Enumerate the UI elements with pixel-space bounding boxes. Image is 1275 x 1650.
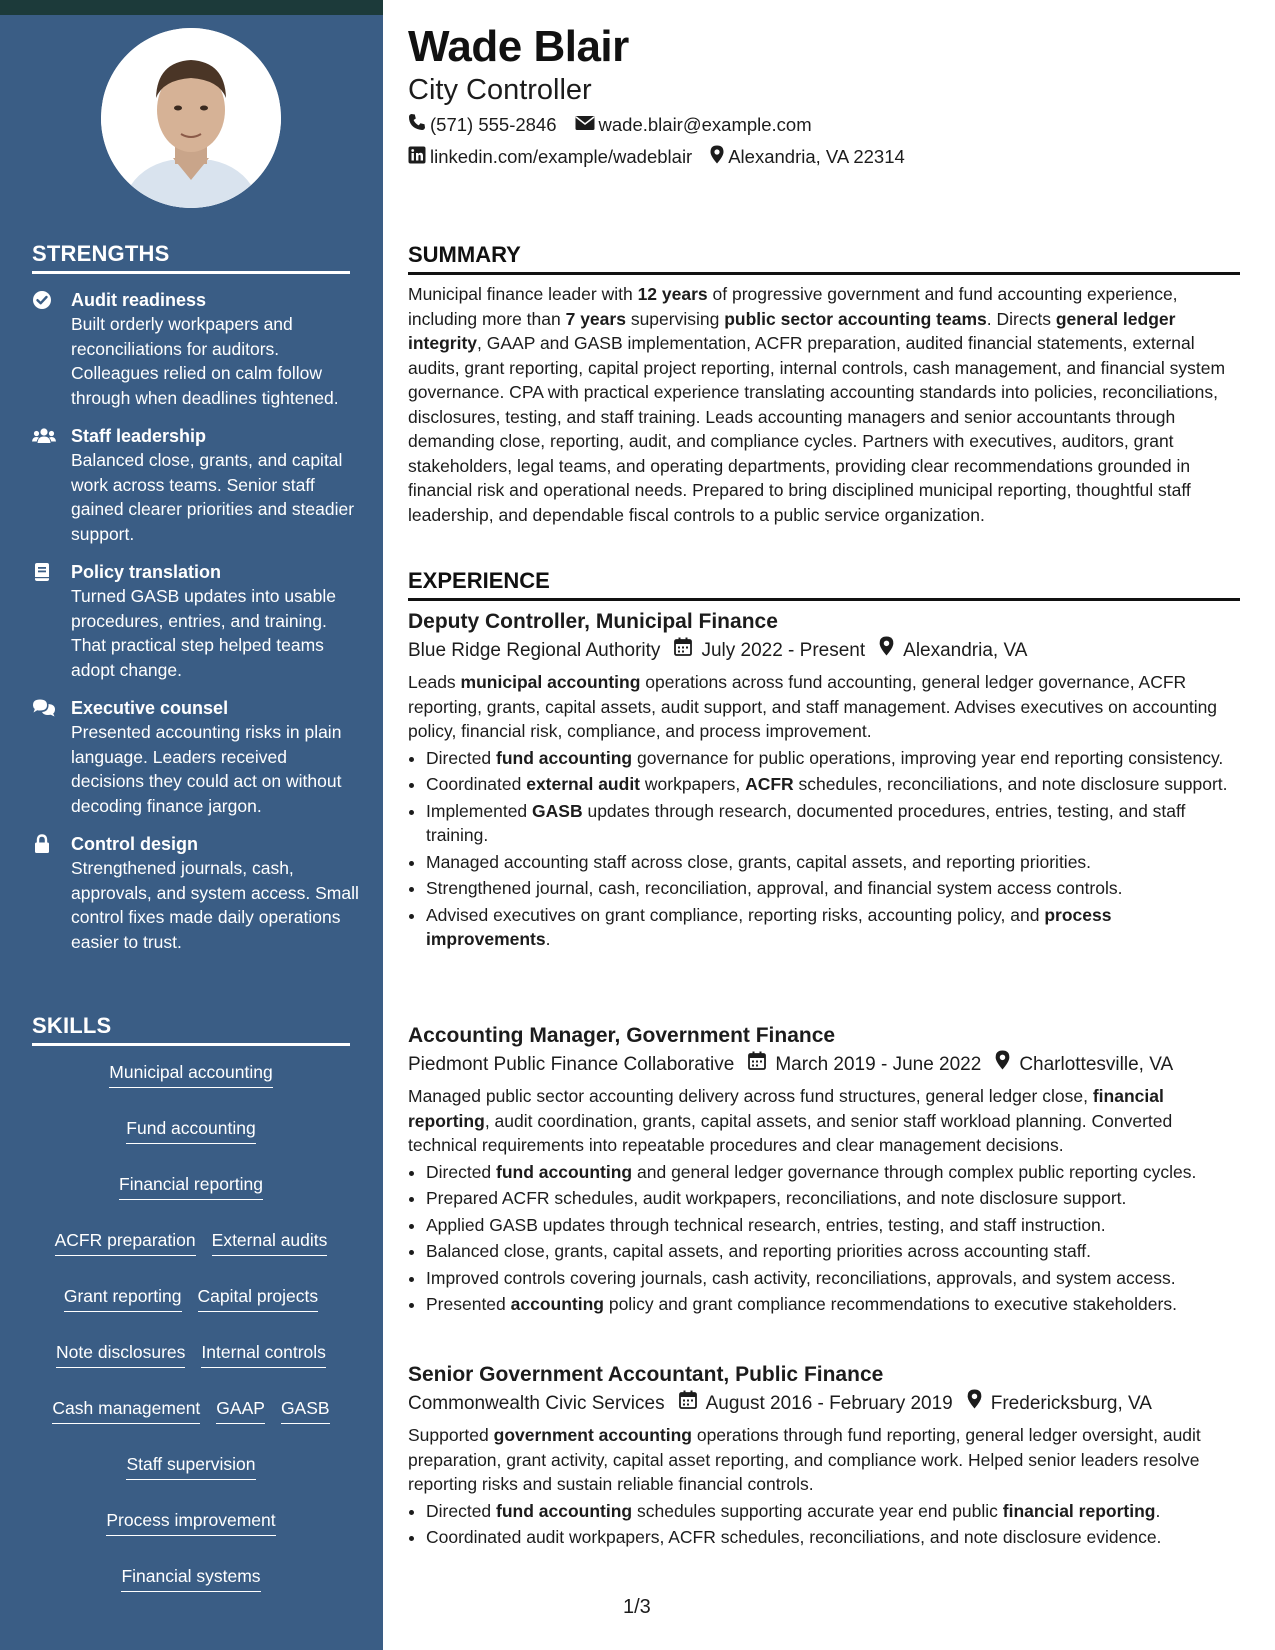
skill-tag: Municipal accounting: [109, 1060, 272, 1088]
strength-title: Executive counsel: [71, 698, 229, 718]
skill-tag: Grant reporting: [64, 1284, 182, 1312]
text-run: .: [545, 929, 551, 949]
strength-title: Audit readiness: [71, 290, 207, 310]
job-location: Alexandria, VA: [903, 640, 1028, 661]
book-icon: [32, 562, 54, 582]
strength-item: [32, 832, 362, 954]
skill-tag: Internal controls: [201, 1340, 326, 1368]
profile-photo: [101, 28, 281, 208]
text-run: updates through research, documented procedures, entries, testing, and staff training.: [426, 800, 1186, 845]
job-description: [408, 670, 1240, 744]
bold-text: fund accounting: [496, 1161, 633, 1182]
text-run: supervising: [625, 308, 725, 329]
job-location: Fredericksburg, VA: [990, 1393, 1152, 1414]
calendar-icon: [748, 1050, 775, 1080]
text-run: schedules, reconciliations, and note disclosure support.: [793, 774, 1228, 794]
strength-item: [32, 696, 362, 818]
strength-desc: Strengthened journals, cash, approvals, and system access. Small control fixes made daily operations easier to trust.: [71, 858, 359, 952]
users-icon: [32, 426, 54, 446]
text-run: Balanced close, grants, capital assets, and reporting priorities across accounting staff.: [426, 1241, 1092, 1261]
sidebar-top-bar: [0, 0, 383, 15]
strength-desc: Presented accounting risks in plain language. Leaders received decisions they could act on without decoding finance jargon.: [71, 722, 342, 816]
skill-tag: External audits: [212, 1228, 328, 1256]
location-text: Alexandria, VA 22314: [728, 146, 905, 167]
job-title: Senior Government Accountant, Public Finance: [408, 1363, 884, 1386]
company-name: Commonwealth Civic Services: [408, 1393, 665, 1414]
email-item[interactable]: [575, 114, 812, 136]
skill-tag: Financial reporting: [119, 1172, 263, 1200]
summary-heading: SUMMARY: [408, 242, 1240, 275]
strength-desc: Balanced close, grants, and capital work across teams. Senior staff gained clearer priorities and steadier support.: [71, 450, 355, 544]
comments-icon: [32, 698, 54, 718]
text-run: Presented: [426, 1294, 511, 1314]
text-run: Managed accounting staff across close, grants, capital assets, and reporting priorities.: [426, 851, 1092, 872]
skill-tag: Process improvement: [106, 1508, 275, 1536]
text-run: Coordinated: [426, 774, 527, 794]
skill-tag: GAAP: [216, 1396, 265, 1424]
skill-tag: Capital projects: [198, 1284, 319, 1312]
strengths-heading: STRENGTHS: [32, 241, 350, 274]
job-bullet: [426, 876, 1240, 901]
job-bullets: [408, 1160, 1240, 1317]
job-entry: [408, 1022, 1240, 1317]
bold-text: fund accounting: [496, 1500, 633, 1521]
job-bullet: [426, 1499, 1240, 1524]
candidate-name: Wade Blair: [408, 22, 629, 71]
job-bullet: [426, 799, 1240, 848]
bold-text: public sector accounting teams: [724, 308, 987, 329]
job-title: Accounting Manager, Government Finance: [408, 1024, 836, 1047]
text-run: operations across fund accounting, general ledger governance, ACFR reporting, grants, capital assets, audit support, and staff management. Advises executives on accounting policy, financial risk, compliance, and process improvement.: [408, 672, 1218, 741]
skill-tag: Cash management: [52, 1396, 200, 1424]
skill-tag: Staff supervision: [126, 1452, 255, 1480]
strength-desc: Turned GASB updates into usable procedures, entries, and training. That practical step helped teams adopt change.: [71, 586, 336, 680]
bold-text: 12 years: [637, 284, 708, 304]
job-dates: July 2022 - Present: [701, 640, 866, 661]
job-bullet: [426, 903, 1240, 952]
job-meta: [408, 1389, 1240, 1419]
text-run: governance for public operations, improving year end reporting consistency.: [632, 747, 1224, 768]
bold-text: financial reporting: [408, 1086, 1164, 1131]
job-description: [408, 1084, 1240, 1158]
text-run: , GAAP and GASB implementation, ACFR preparation, audited financial statements, external audits, grant reporting, capital project reporting, internal controls, cash management, and financial system governance. CPA with practical experience translating accounting standards into policies, reconciliations, disclosures, testing, and staff training. Leads accounting managers and senior accountants through demanding close, reporting, audit, and compliance cycles. Partners with executives, auditors, grant stakeholders, legal teams, and operating departments, providing clear recommendations grounded in financial risk and operational needs. Prepared to bring disciplined municipal reporting, thoughtful staff leadership, and dependable fiscal controls to a public service organization.: [408, 333, 1226, 525]
job-description: [408, 1423, 1240, 1497]
job-bullets: [408, 746, 1240, 952]
bold-text: ACFR: [745, 774, 794, 794]
phone-icon: [408, 113, 430, 136]
phone-item[interactable]: [408, 113, 557, 136]
strength-title: Policy translation: [71, 562, 222, 582]
strength-item: [32, 288, 362, 410]
bold-text: accounting: [510, 1294, 604, 1314]
text-run: Prepared ACFR schedules, audit workpapers, reconciliations, and note disclosure support.: [426, 1188, 1127, 1208]
text-run: and general ledger governance through complex public reporting cycles.: [632, 1161, 1197, 1182]
skills-heading: SKILLS: [32, 1013, 350, 1046]
strength-title: Control design: [71, 834, 198, 854]
job-bullet: [426, 1525, 1240, 1550]
bold-text: financial reporting: [1002, 1500, 1156, 1521]
text-run: workpapers,: [640, 774, 746, 794]
bold-text: fund accounting: [496, 747, 633, 768]
skill-tag: Financial systems: [121, 1564, 260, 1592]
job-bullet: [426, 1239, 1240, 1264]
map-marker-icon: [995, 1050, 1019, 1080]
calendar-icon: [679, 1389, 706, 1419]
email-text: wade.blair@example.com: [598, 113, 812, 135]
bold-text: external audit: [526, 774, 641, 794]
linkedin-icon: [408, 146, 430, 169]
envelope-icon: [575, 114, 599, 136]
text-run: Implemented: [426, 800, 533, 821]
company-name: Blue Ridge Regional Authority: [408, 640, 661, 661]
text-run: Applied GASB updates through technical research, entries, testing, and staff instruction.: [426, 1214, 1106, 1235]
text-run: operations through fund reporting, general ledger oversight, audit preparation, grant activity, capital asset reporting, and compliance work. Helped senior leaders resolve reporting risks and sustain reliable financial controls.: [408, 1425, 1201, 1494]
text-run: schedules supporting accurate year end public: [632, 1500, 1003, 1521]
job-dates: March 2019 - June 2022: [775, 1054, 982, 1075]
text-run: Strengthened journal, cash, reconciliation, approval, and financial system access controls.: [426, 878, 1123, 898]
check-circle-icon: [32, 290, 54, 310]
job-bullet: [426, 1292, 1240, 1317]
skill-tag: GASB: [281, 1396, 330, 1424]
map-marker-icon: [967, 1389, 991, 1419]
job-meta: [408, 1050, 1240, 1080]
text-run: . Directs: [986, 308, 1056, 329]
bold-text: government accounting: [493, 1425, 692, 1445]
bold-text: GASB: [532, 800, 583, 821]
text-run: Directed: [426, 1161, 497, 1182]
text-run: Directed: [426, 747, 497, 768]
job-title-headline: City Controller: [408, 74, 592, 106]
text-run: Advised executives on grant compliance, reporting risks, accounting policy, and: [426, 904, 1045, 925]
skill-tag: Note disclosures: [56, 1340, 185, 1368]
map-marker-icon: [710, 145, 728, 169]
lock-icon: [32, 834, 54, 854]
job-bullet: [426, 772, 1240, 797]
bold-text: general ledger integrity: [408, 308, 1176, 353]
linkedin-text: linkedin.com/example/wadeblair: [430, 146, 693, 167]
bold-text: municipal accounting: [460, 672, 641, 692]
map-marker-icon: [879, 636, 903, 666]
experience-heading: EXPERIENCE: [408, 568, 1240, 601]
text-run: Improved controls covering journals, cash activity, reconciliations, approvals, and system access.: [426, 1267, 1176, 1288]
job-title: Deputy Controller, Municipal Finance: [408, 610, 778, 633]
text-run: Supported: [408, 1425, 494, 1445]
sidebar: [0, 0, 383, 1650]
bold-text: process improvements: [426, 904, 1112, 949]
skill-tag: ACFR preparation: [55, 1228, 196, 1256]
linkedin-item[interactable]: [408, 146, 692, 169]
job-entry: [408, 1361, 1240, 1550]
text-run: Managed public sector accounting delivery across fund structures, general ledger close,: [408, 1086, 1093, 1106]
text-run: .: [1155, 1500, 1161, 1521]
text-run: , audit coordination, grants, capital assets, and senior staff workload planning. Converted technical requirements into repeatable procedures and clear management decisions.: [408, 1110, 1173, 1155]
company-name: Piedmont Public Finance Collaborative: [408, 1054, 735, 1075]
strengths-list: [32, 288, 362, 968]
text-run: policy and grant compliance recommendations to executive stakeholders.: [603, 1294, 1177, 1314]
contact-row-2: [408, 145, 923, 169]
job-bullet: [426, 1266, 1240, 1291]
job-dates: August 2016 - February 2019: [705, 1393, 953, 1414]
skills-list: [32, 1060, 350, 1592]
page-number: 1/3: [623, 1596, 651, 1618]
job-meta: [408, 636, 1240, 666]
strength-title: Staff leadership: [71, 426, 207, 446]
job-location: Charlottesville, VA: [1019, 1054, 1174, 1075]
phone-text: (571) 555-2846: [430, 113, 557, 135]
text-run: Directed: [426, 1500, 497, 1521]
contact-row: [408, 113, 830, 136]
text-run: Municipal finance leader with: [408, 284, 638, 304]
calendar-icon: [674, 636, 701, 666]
bold-text: 7 years: [565, 308, 626, 329]
job-bullets: [408, 1499, 1240, 1550]
job-bullet: [426, 1213, 1240, 1238]
job-bullet: [426, 746, 1240, 771]
location-item: [710, 145, 905, 169]
strength-item: [32, 424, 362, 546]
strength-desc: Built orderly workpapers and reconciliations for auditors. Colleagues relied on calm follow through when deadlines tightened.: [71, 314, 339, 408]
text-run: of progressive government and fund accounting experience, including more than: [408, 284, 1178, 329]
text-run: Coordinated audit workpapers, ACFR schedules, reconciliations, and note disclosure evidence.: [426, 1527, 1162, 1547]
skill-tag: Fund accounting: [126, 1116, 255, 1144]
job-entry: [408, 608, 1240, 952]
job-bullet: [426, 850, 1240, 875]
job-bullet: [426, 1186, 1240, 1211]
summary-text: [408, 282, 1240, 527]
strength-item: [32, 560, 362, 682]
text-run: Leads: [408, 672, 461, 692]
job-bullet: [426, 1160, 1240, 1185]
